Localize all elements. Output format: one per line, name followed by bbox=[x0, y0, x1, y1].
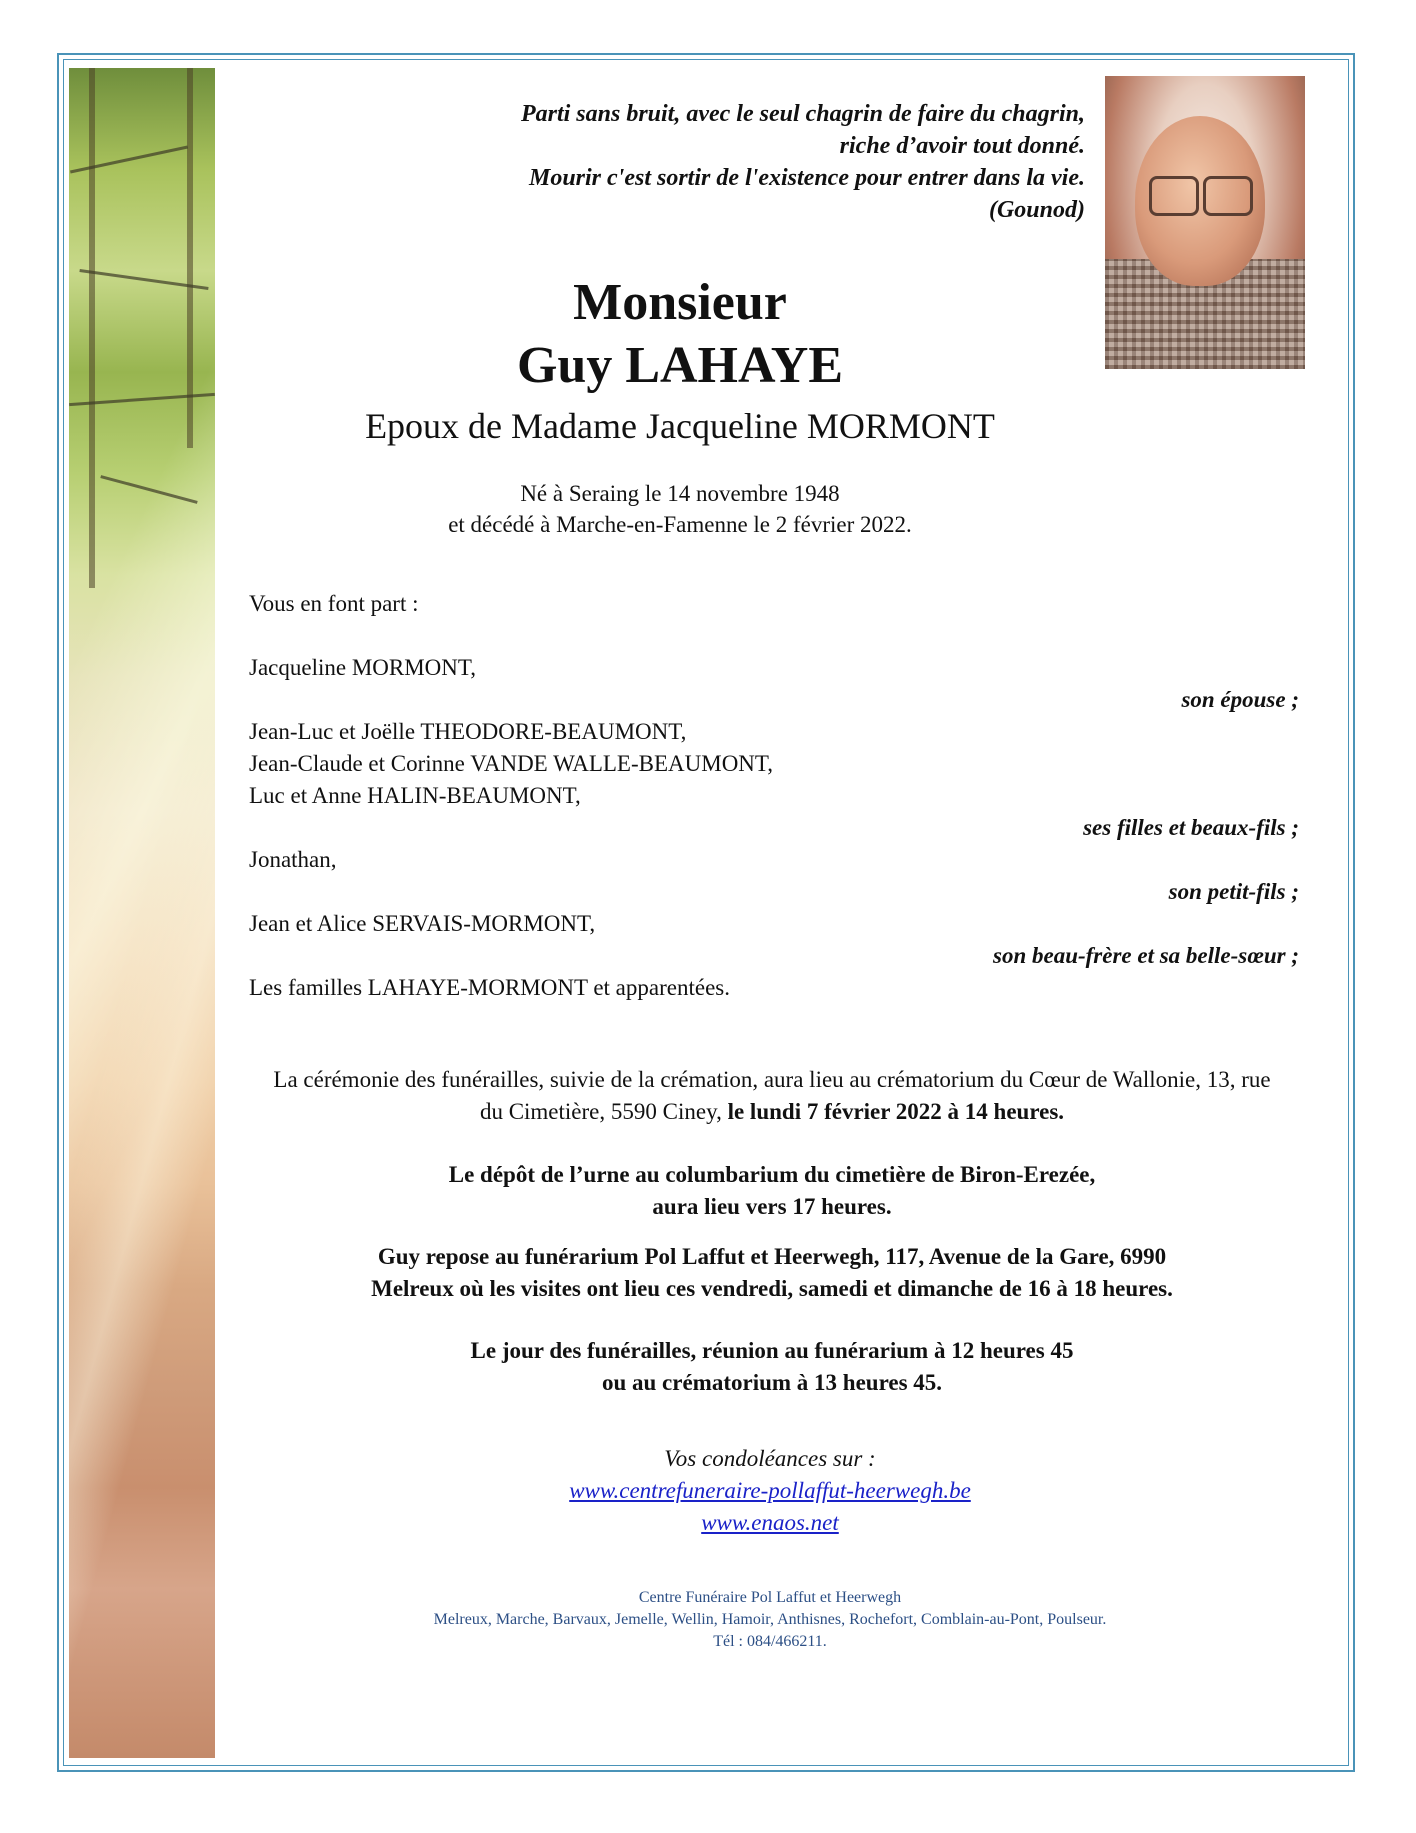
family-member: Luc et Anne HALIN-BEAUMONT, bbox=[249, 783, 581, 808]
family-closing: Les familles LAHAYE-MORMONT et apparentées. bbox=[249, 975, 730, 1000]
condolences-link-enaos[interactable]: www.enaos.net bbox=[701, 1510, 839, 1535]
repose-line: Guy repose au funérarium Pol Laffut et Heerwegh, 117, Avenue de la Gare, 6990 bbox=[377, 1244, 1167, 1269]
epigraph-line: riche d’avoir tout donné. bbox=[839, 133, 1085, 159]
ceremony-paragraph bbox=[262, 1064, 1282, 1128]
family-relation: son beau-frère et sa belle-sœur ; bbox=[993, 943, 1299, 968]
family-member: Jonathan, bbox=[249, 847, 337, 872]
footer-company: Centre Funéraire Pol Laffut et Heerwegh bbox=[638, 1589, 902, 1606]
epigraph-author: (Gounod) bbox=[988, 197, 1085, 223]
family-member: Jean-Luc et Joëlle THEODORE-BEAUMONT, bbox=[249, 719, 687, 744]
footer-phone: Tél : 084/466211. bbox=[713, 1633, 827, 1650]
family-member: Jacqueline MORMONT, bbox=[249, 655, 476, 680]
urn-line: aura lieu vers 17 heures. bbox=[652, 1194, 892, 1219]
forest-path-image bbox=[69, 68, 215, 1758]
family-relation: son petit-fils ; bbox=[1168, 879, 1299, 904]
condolences-block bbox=[440, 1443, 1100, 1539]
funeral-day-line: Le jour des funérailles, réunion au funérarium à 12 heures 45 bbox=[470, 1338, 1074, 1363]
footer-locations: Melreux, Marche, Barvaux, Jemelle, Wellin, Hamoir, Anthisnes, Rochefort, Comblain-au-Pont, Poulseur. bbox=[433, 1611, 1107, 1628]
urn-line: Le dépôt de l’urne au columbarium du cimetière de Biron-Erezée, bbox=[448, 1162, 1096, 1187]
family-relation: son épouse ; bbox=[1181, 687, 1299, 712]
deceased-name: Guy LAHAYE bbox=[516, 337, 844, 394]
epigraph-line: Mourir c'est sortir de l'existence pour entrer dans la vie. bbox=[528, 165, 1085, 191]
ceremony-date: le lundi 7 février 2022 à 14 heures. bbox=[727, 1099, 1065, 1124]
repose-paragraph bbox=[262, 1241, 1282, 1305]
spouse-line: Epoux de Madame Jacqueline MORMONT bbox=[365, 406, 995, 446]
funeral-day-line: ou au crématorium à 13 heures 45. bbox=[601, 1370, 943, 1395]
condolences-link-funeral-center[interactable]: www.centrefuneraire-pollaffut-heerwegh.be bbox=[569, 1478, 971, 1503]
announcement: Vous en font part : bbox=[249, 591, 419, 616]
honorific: Monsieur bbox=[573, 274, 787, 331]
life-dates bbox=[340, 478, 1020, 540]
urn-paragraph bbox=[262, 1159, 1282, 1223]
condolences-intro: Vos condoléances sur : bbox=[664, 1446, 876, 1471]
family-relation: ses filles et beaux-fils ; bbox=[1083, 815, 1299, 840]
death-line: et décédé à Marche-en-Famenne le 2 février 2022. bbox=[448, 512, 912, 537]
funeral-day-paragraph bbox=[262, 1335, 1282, 1399]
repose-line: Melreux où les visites ont lieu ces vendredi, samedi et dimanche de 16 à 18 heures. bbox=[371, 1276, 1173, 1301]
birth-line: Né à Seraing le 14 novembre 1948 bbox=[520, 481, 840, 506]
family-list bbox=[249, 652, 1299, 1004]
ceremony-text: La cérémonie des funérailles, suivie de la crémation, aura lieu au crématorium du Cœur de Wallonie, 13, rue du Cimetière, 5590 Ciney, bbox=[273, 1067, 1271, 1124]
portrait-photo bbox=[1105, 76, 1305, 369]
epigraph bbox=[340, 98, 1085, 226]
epigraph-line: Parti sans bruit, avec le seul chagrin de faire du chagrin, bbox=[520, 101, 1085, 127]
footer bbox=[330, 1587, 1210, 1653]
family-member: Jean et Alice SERVAIS-MORMONT, bbox=[249, 911, 596, 936]
family-member: Jean-Claude et Corinne VANDE WALLE-BEAUMONT, bbox=[249, 751, 774, 776]
